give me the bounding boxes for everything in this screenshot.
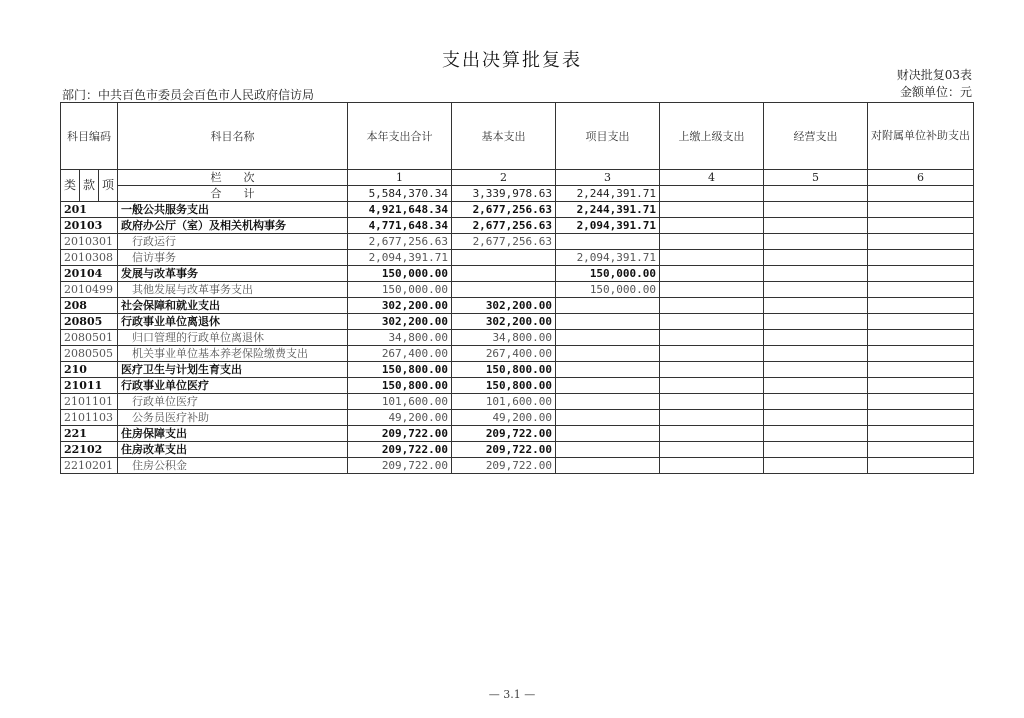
cell-business [764,250,868,266]
cell-project [556,410,660,426]
cell-business [764,234,868,250]
cell-total: 209,722.00 [348,442,452,458]
cell-basic: 49,200.00 [452,410,556,426]
cell-total: 302,200.00 [348,314,452,330]
subject-code: 2010499 [61,282,118,298]
cell-basic [452,266,556,282]
subject-code: 210 [61,362,118,378]
table-row [61,442,974,458]
total-sum: 5,584,370.34 [348,186,452,202]
cell-upper [660,410,764,426]
total-subsidy [868,186,974,202]
cell-total: 34,800.00 [348,330,452,346]
form-code: 财决批复03表 [896,68,972,82]
cell-subsidy [868,410,974,426]
cell-basic: 34,800.00 [452,330,556,346]
header-row [61,103,974,170]
cell-subsidy [868,442,974,458]
table-row [61,410,974,426]
cell-business [764,378,868,394]
cell-total: 150,800.00 [348,378,452,394]
cell-business [764,458,868,474]
subject-name: 行政事业单位离退休 [118,314,348,330]
subject-code: 2101103 [61,410,118,426]
cell-upper [660,362,764,378]
cell-project: 150,000.00 [556,282,660,298]
col-header-basic: 基本支出 [452,103,556,170]
subject-code: 2010308 [61,250,118,266]
cell-project [556,346,660,362]
cell-upper [660,314,764,330]
cell-business [764,426,868,442]
cell-total: 4,771,648.34 [348,218,452,234]
table-row [61,330,974,346]
cell-upper [660,250,764,266]
table-row [61,234,974,250]
cell-upper [660,202,764,218]
cell-project [556,378,660,394]
cell-project [556,234,660,250]
cell-project [556,458,660,474]
cell-upper [660,394,764,410]
total-project: 2,244,391.71 [556,186,660,202]
cell-total: 267,400.00 [348,346,452,362]
cell-business [764,362,868,378]
cell-basic: 2,677,256.63 [452,202,556,218]
cell-upper [660,218,764,234]
subject-code: 21011 [61,378,118,394]
cell-subsidy [868,298,974,314]
subject-code: 2101101 [61,394,118,410]
subject-name: 一般公共服务支出 [118,202,348,218]
subject-name: 住房保障支出 [118,426,348,442]
cell-total: 150,800.00 [348,362,452,378]
table-row [61,394,974,410]
cell-upper [660,298,764,314]
subject-name: 其他发展与改革事务支出 [118,282,348,298]
subject-name: 归口管理的行政单位离退休 [118,330,348,346]
subject-code: 2080501 [61,330,118,346]
cell-upper [660,442,764,458]
cell-subsidy [868,234,974,250]
expenditure-table [60,102,974,474]
table-row [61,362,974,378]
cell-basic: 150,800.00 [452,362,556,378]
cell-subsidy [868,330,974,346]
total-business [764,186,868,202]
cell-project [556,362,660,378]
table-row [61,298,974,314]
subject-name: 住房改革支出 [118,442,348,458]
total-row [61,186,974,202]
table-row [61,282,974,298]
subject-name: 公务员医疗补助 [118,410,348,426]
cell-total: 150,000.00 [348,266,452,282]
column-index-row [61,170,974,186]
subject-code: 2210201 [61,458,118,474]
subject-name: 行政运行 [118,234,348,250]
cell-project [556,426,660,442]
cell-basic: 150,800.00 [452,378,556,394]
cell-basic: 302,200.00 [452,298,556,314]
subject-code: 208 [61,298,118,314]
subject-code: 20104 [61,266,118,282]
cell-upper [660,378,764,394]
subject-name: 社会保障和就业支出 [118,298,348,314]
total-label: 合 计 [118,186,348,202]
subject-name: 政府办公厅（室）及相关机构事务 [118,218,348,234]
col-header-code: 科目编码 [61,103,118,170]
cell-total: 302,200.00 [348,298,452,314]
cell-basic: 2,677,256.63 [452,234,556,250]
cell-business [764,298,868,314]
amount-unit: 金额单位：元 [899,85,972,99]
cell-basic: 209,722.00 [452,458,556,474]
table-row [61,314,974,330]
col-header-upper: 上缴上级支出 [660,103,764,170]
col-index-1: 1 [348,170,452,186]
cell-subsidy [868,266,974,282]
cell-upper [660,426,764,442]
cell-business [764,410,868,426]
cell-project [556,330,660,346]
table-row [61,378,974,394]
cell-business [764,330,868,346]
department-label: 部门：中共百色市委员会百色市人民政府信访局 [62,88,315,102]
cell-upper [660,346,764,362]
table-row [61,346,974,362]
subject-code: 221 [61,426,118,442]
subject-code: 201 [61,202,118,218]
page-number: — 3.1 — [488,688,536,701]
cell-project: 150,000.00 [556,266,660,282]
cell-business [764,266,868,282]
cell-subsidy [868,282,974,298]
subject-code: 2080505 [61,346,118,362]
cell-basic: 209,722.00 [452,426,556,442]
cell-subsidy [868,458,974,474]
cell-total: 2,677,256.63 [348,234,452,250]
cell-total: 150,000.00 [348,282,452,298]
cell-basic: 302,200.00 [452,314,556,330]
level-kuan: 款 [80,170,99,202]
cell-business [764,394,868,410]
cell-business [764,282,868,298]
cell-basic: 267,400.00 [452,346,556,362]
subject-name: 信访事务 [118,250,348,266]
subject-code: 20805 [61,314,118,330]
subject-name: 行政单位医疗 [118,394,348,410]
col-index-2: 2 [452,170,556,186]
cell-project [556,442,660,458]
cell-business [764,442,868,458]
col-index-4: 4 [660,170,764,186]
cell-business [764,346,868,362]
lanci-label: 栏 次 [118,170,348,186]
cell-total: 101,600.00 [348,394,452,410]
col-header-total: 本年支出合计 [348,103,452,170]
total-basic: 3,339,978.63 [452,186,556,202]
cell-project: 2,094,391.71 [556,218,660,234]
cell-basic [452,250,556,266]
cell-upper [660,282,764,298]
cell-upper [660,266,764,282]
subject-code: 20103 [61,218,118,234]
col-index-6: 6 [868,170,974,186]
col-header-subsidy: 对附属单位补助支出 [868,103,974,170]
table-row [61,218,974,234]
col-header-project: 项目支出 [556,103,660,170]
cell-total: 209,722.00 [348,458,452,474]
cell-business [764,202,868,218]
cell-basic: 101,600.00 [452,394,556,410]
cell-subsidy [868,250,974,266]
subject-code: 22102 [61,442,118,458]
table-row [61,426,974,442]
subject-code: 2010301 [61,234,118,250]
col-header-business: 经营支出 [764,103,868,170]
cell-upper [660,458,764,474]
level-xiang: 项 [99,170,118,202]
subject-name: 医疗卫生与计划生育支出 [118,362,348,378]
page-title: 支出决算批复表 [442,50,582,71]
col-index-3: 3 [556,170,660,186]
col-index-5: 5 [764,170,868,186]
subject-name: 住房公积金 [118,458,348,474]
cell-subsidy [868,314,974,330]
subject-name: 发展与改革事务 [118,266,348,282]
cell-project: 2,094,391.71 [556,250,660,266]
cell-project [556,298,660,314]
cell-basic: 2,677,256.63 [452,218,556,234]
table-row [61,250,974,266]
cell-total: 209,722.00 [348,426,452,442]
cell-project [556,394,660,410]
cell-basic: 209,722.00 [452,442,556,458]
table-body [61,202,974,474]
cell-project [556,314,660,330]
total-upper [660,186,764,202]
table-row [61,202,974,218]
subject-name: 机关事业单位基本养老保险缴费支出 [118,346,348,362]
cell-upper [660,330,764,346]
cell-total: 4,921,648.34 [348,202,452,218]
cell-subsidy [868,394,974,410]
cell-business [764,314,868,330]
subject-name: 行政事业单位医疗 [118,378,348,394]
cell-subsidy [868,202,974,218]
cell-subsidy [868,378,974,394]
cell-subsidy [868,362,974,378]
cell-subsidy [868,346,974,362]
cell-business [764,218,868,234]
cell-upper [660,234,764,250]
cell-basic [452,282,556,298]
cell-subsidy [868,218,974,234]
cell-total: 49,200.00 [348,410,452,426]
cell-project: 2,244,391.71 [556,202,660,218]
table-row [61,458,974,474]
col-header-name: 科目名称 [118,103,348,170]
cell-subsidy [868,426,974,442]
level-lei: 类 [61,170,80,202]
cell-total: 2,094,391.71 [348,250,452,266]
table-row [61,266,974,282]
